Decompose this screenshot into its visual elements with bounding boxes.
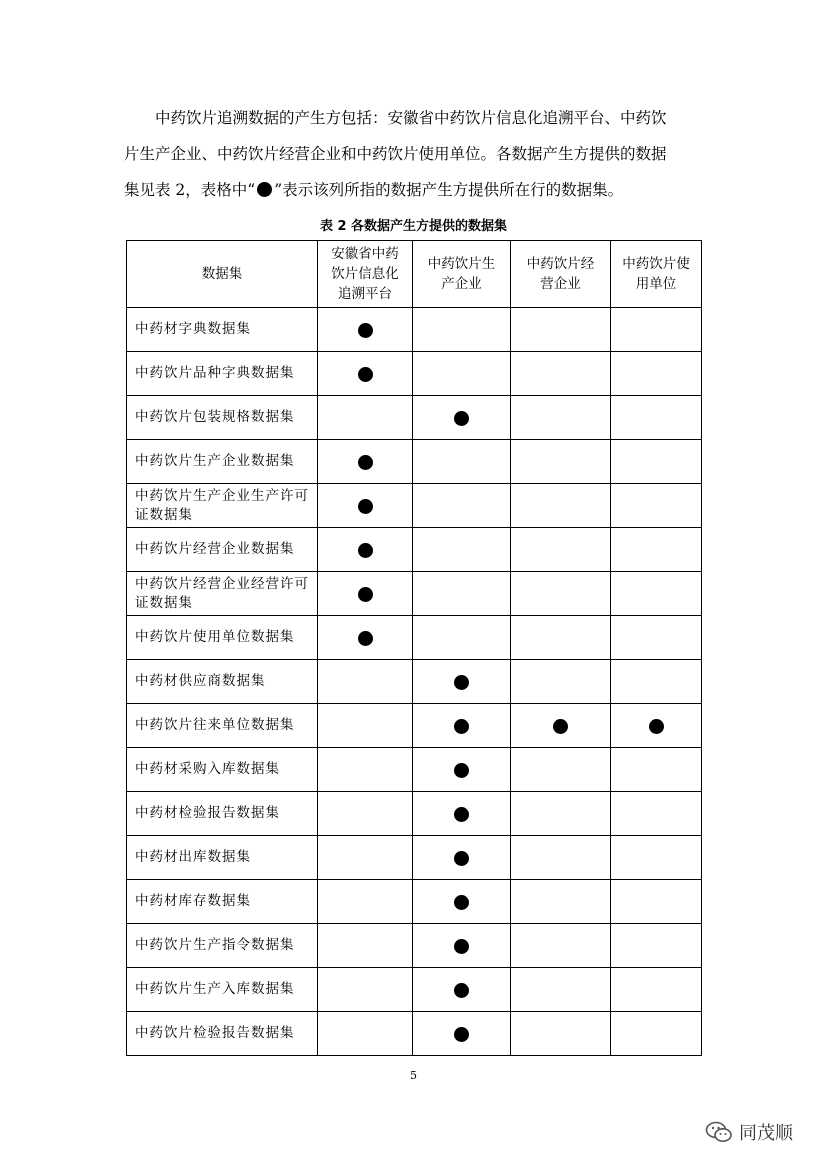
mark-cell xyxy=(413,704,511,748)
mark-cell xyxy=(611,528,702,572)
header-dataset: 数据集 xyxy=(127,241,318,308)
mark-cell xyxy=(413,836,511,880)
mark-cell xyxy=(318,748,413,792)
mark-cell xyxy=(413,792,511,836)
dataset-name-cell: 中药材字典数据集 xyxy=(127,308,318,352)
filled-circle-icon xyxy=(454,983,469,998)
dataset-name-cell: 中药饮片包装规格数据集 xyxy=(127,396,318,440)
filled-circle-icon xyxy=(257,182,272,197)
table-row xyxy=(127,968,702,1012)
mark-cell xyxy=(413,440,511,484)
mark-cell xyxy=(413,308,511,352)
mark-cell xyxy=(511,748,611,792)
mark-cell xyxy=(413,616,511,660)
filled-circle-icon xyxy=(454,895,469,910)
mark-cell xyxy=(511,440,611,484)
dataset-name-cell: 中药材检验报告数据集 xyxy=(127,792,318,836)
dataset-name-cell: 中药饮片经营企业数据集 xyxy=(127,528,318,572)
mark-cell xyxy=(413,924,511,968)
mark-cell xyxy=(511,1012,611,1056)
page-number: 5 xyxy=(410,1069,417,1082)
mark-cell xyxy=(413,748,511,792)
mark-cell xyxy=(611,572,702,616)
table-row xyxy=(127,440,702,484)
mark-cell xyxy=(318,528,413,572)
dataset-name-cell: 中药饮片往来单位数据集 xyxy=(127,704,318,748)
filled-circle-icon xyxy=(454,411,469,426)
body-paragraph xyxy=(124,100,706,208)
mark-cell xyxy=(318,792,413,836)
table-row xyxy=(127,660,702,704)
mark-cell xyxy=(511,484,611,528)
table-body xyxy=(127,308,702,1056)
mark-cell xyxy=(611,660,702,704)
mark-cell xyxy=(413,572,511,616)
mark-cell xyxy=(318,704,413,748)
table-row xyxy=(127,572,702,616)
filled-circle-icon xyxy=(454,939,469,954)
mark-cell xyxy=(413,396,511,440)
mark-cell xyxy=(611,352,702,396)
filled-circle-icon xyxy=(358,455,373,470)
table-row xyxy=(127,836,702,880)
mark-cell xyxy=(611,616,702,660)
table-header-row xyxy=(127,241,702,308)
filled-circle-icon xyxy=(454,675,469,690)
filled-circle-icon xyxy=(358,367,373,382)
paragraph-line-2: 片生产企业、中药饮片经营企业和中药饮片使用单位。各数据产生方提供的数据 xyxy=(124,145,667,163)
paragraph-line-3-end: ”表示该列所指的数据产生方提供所在行的数据集。 xyxy=(274,181,624,199)
mark-cell xyxy=(413,660,511,704)
mark-cell xyxy=(318,396,413,440)
mark-cell xyxy=(511,528,611,572)
header-user-unit: 中药饮片使用单位 xyxy=(611,241,702,308)
mark-cell xyxy=(511,968,611,1012)
dataset-name-cell: 中药饮片生产企业生产许可证数据集 xyxy=(127,484,318,528)
mark-cell xyxy=(511,924,611,968)
mark-cell xyxy=(611,924,702,968)
mark-cell xyxy=(413,1012,511,1056)
mark-cell xyxy=(318,352,413,396)
mark-cell xyxy=(511,880,611,924)
mark-cell xyxy=(318,616,413,660)
mark-cell xyxy=(511,396,611,440)
mark-cell xyxy=(611,704,702,748)
mark-cell xyxy=(611,440,702,484)
table-row xyxy=(127,616,702,660)
mark-cell xyxy=(413,484,511,528)
header-platform: 安徽省中药饮片信息化追溯平台 xyxy=(318,241,413,308)
mark-cell xyxy=(611,836,702,880)
filled-circle-icon xyxy=(454,851,469,866)
mark-cell xyxy=(318,440,413,484)
table-row xyxy=(127,924,702,968)
filled-circle-icon xyxy=(553,719,568,734)
filled-circle-icon xyxy=(358,631,373,646)
filled-circle-icon xyxy=(358,587,373,602)
dataset-name-cell: 中药饮片生产企业数据集 xyxy=(127,440,318,484)
table-row xyxy=(127,748,702,792)
mark-cell xyxy=(318,484,413,528)
dataset-name-cell: 中药饮片经营企业经营许可证数据集 xyxy=(127,572,318,616)
table-row xyxy=(127,792,702,836)
mark-cell xyxy=(511,660,611,704)
filled-circle-icon xyxy=(454,719,469,734)
mark-cell xyxy=(511,792,611,836)
mark-cell xyxy=(511,352,611,396)
dataset-name-cell: 中药材采购入库数据集 xyxy=(127,748,318,792)
watermark xyxy=(705,1118,793,1146)
dataset-name-cell: 中药饮片品种字典数据集 xyxy=(127,352,318,396)
mark-cell xyxy=(318,924,413,968)
mark-cell xyxy=(318,308,413,352)
paragraph-line-1: 中药饮片追溯数据的产生方包括：安徽省中药饮片信息化追溯平台、中药饮 xyxy=(155,109,667,127)
table-row xyxy=(127,880,702,924)
filled-circle-icon xyxy=(649,719,664,734)
filled-circle-icon xyxy=(454,807,469,822)
mark-cell xyxy=(611,748,702,792)
mark-cell xyxy=(511,572,611,616)
mark-cell xyxy=(611,1012,702,1056)
dataset-name-cell: 中药饮片使用单位数据集 xyxy=(127,616,318,660)
mark-cell xyxy=(318,968,413,1012)
mark-cell xyxy=(413,968,511,1012)
table-row xyxy=(127,1012,702,1056)
mark-cell xyxy=(511,616,611,660)
table-row xyxy=(127,528,702,572)
dataset-name-cell: 中药材出库数据集 xyxy=(127,836,318,880)
mark-cell xyxy=(611,484,702,528)
mark-cell xyxy=(318,880,413,924)
wechat-icon xyxy=(705,1120,733,1144)
mark-cell xyxy=(611,792,702,836)
filled-circle-icon xyxy=(358,323,373,338)
table-row xyxy=(127,484,702,528)
dataset-name-cell: 中药材库存数据集 xyxy=(127,880,318,924)
mark-cell xyxy=(413,528,511,572)
table-row xyxy=(127,352,702,396)
watermark-text: 同茂顺 xyxy=(739,1123,793,1144)
dataset-name-cell: 中药材供应商数据集 xyxy=(127,660,318,704)
mark-cell xyxy=(413,880,511,924)
mark-cell xyxy=(511,308,611,352)
mark-cell xyxy=(611,308,702,352)
filled-circle-icon xyxy=(358,499,373,514)
table-row xyxy=(127,704,702,748)
filled-circle-icon xyxy=(454,1027,469,1042)
paragraph-line-3-start: 集见表 2，表格中“ xyxy=(124,181,256,199)
table-row xyxy=(127,396,702,440)
dataset-table xyxy=(126,240,702,1056)
mark-cell xyxy=(611,396,702,440)
header-distribution: 中药饮片经营企业 xyxy=(511,241,611,308)
dataset-name-cell: 中药饮片检验报告数据集 xyxy=(127,1012,318,1056)
paragraph-line-3 xyxy=(124,172,706,208)
table-row xyxy=(127,308,702,352)
mark-cell xyxy=(611,880,702,924)
dataset-name-cell: 中药饮片生产入库数据集 xyxy=(127,968,318,1012)
mark-cell xyxy=(318,836,413,880)
table-caption: 表 2 各数据产生方提供的数据集 xyxy=(319,219,508,234)
filled-circle-icon xyxy=(358,543,373,558)
mark-cell xyxy=(413,352,511,396)
mark-cell xyxy=(318,572,413,616)
filled-circle-icon xyxy=(454,763,469,778)
mark-cell xyxy=(611,968,702,1012)
mark-cell xyxy=(511,836,611,880)
mark-cell xyxy=(511,704,611,748)
header-production: 中药饮片生产企业 xyxy=(413,241,511,308)
mark-cell xyxy=(318,1012,413,1056)
mark-cell xyxy=(318,660,413,704)
dataset-name-cell: 中药饮片生产指令数据集 xyxy=(127,924,318,968)
